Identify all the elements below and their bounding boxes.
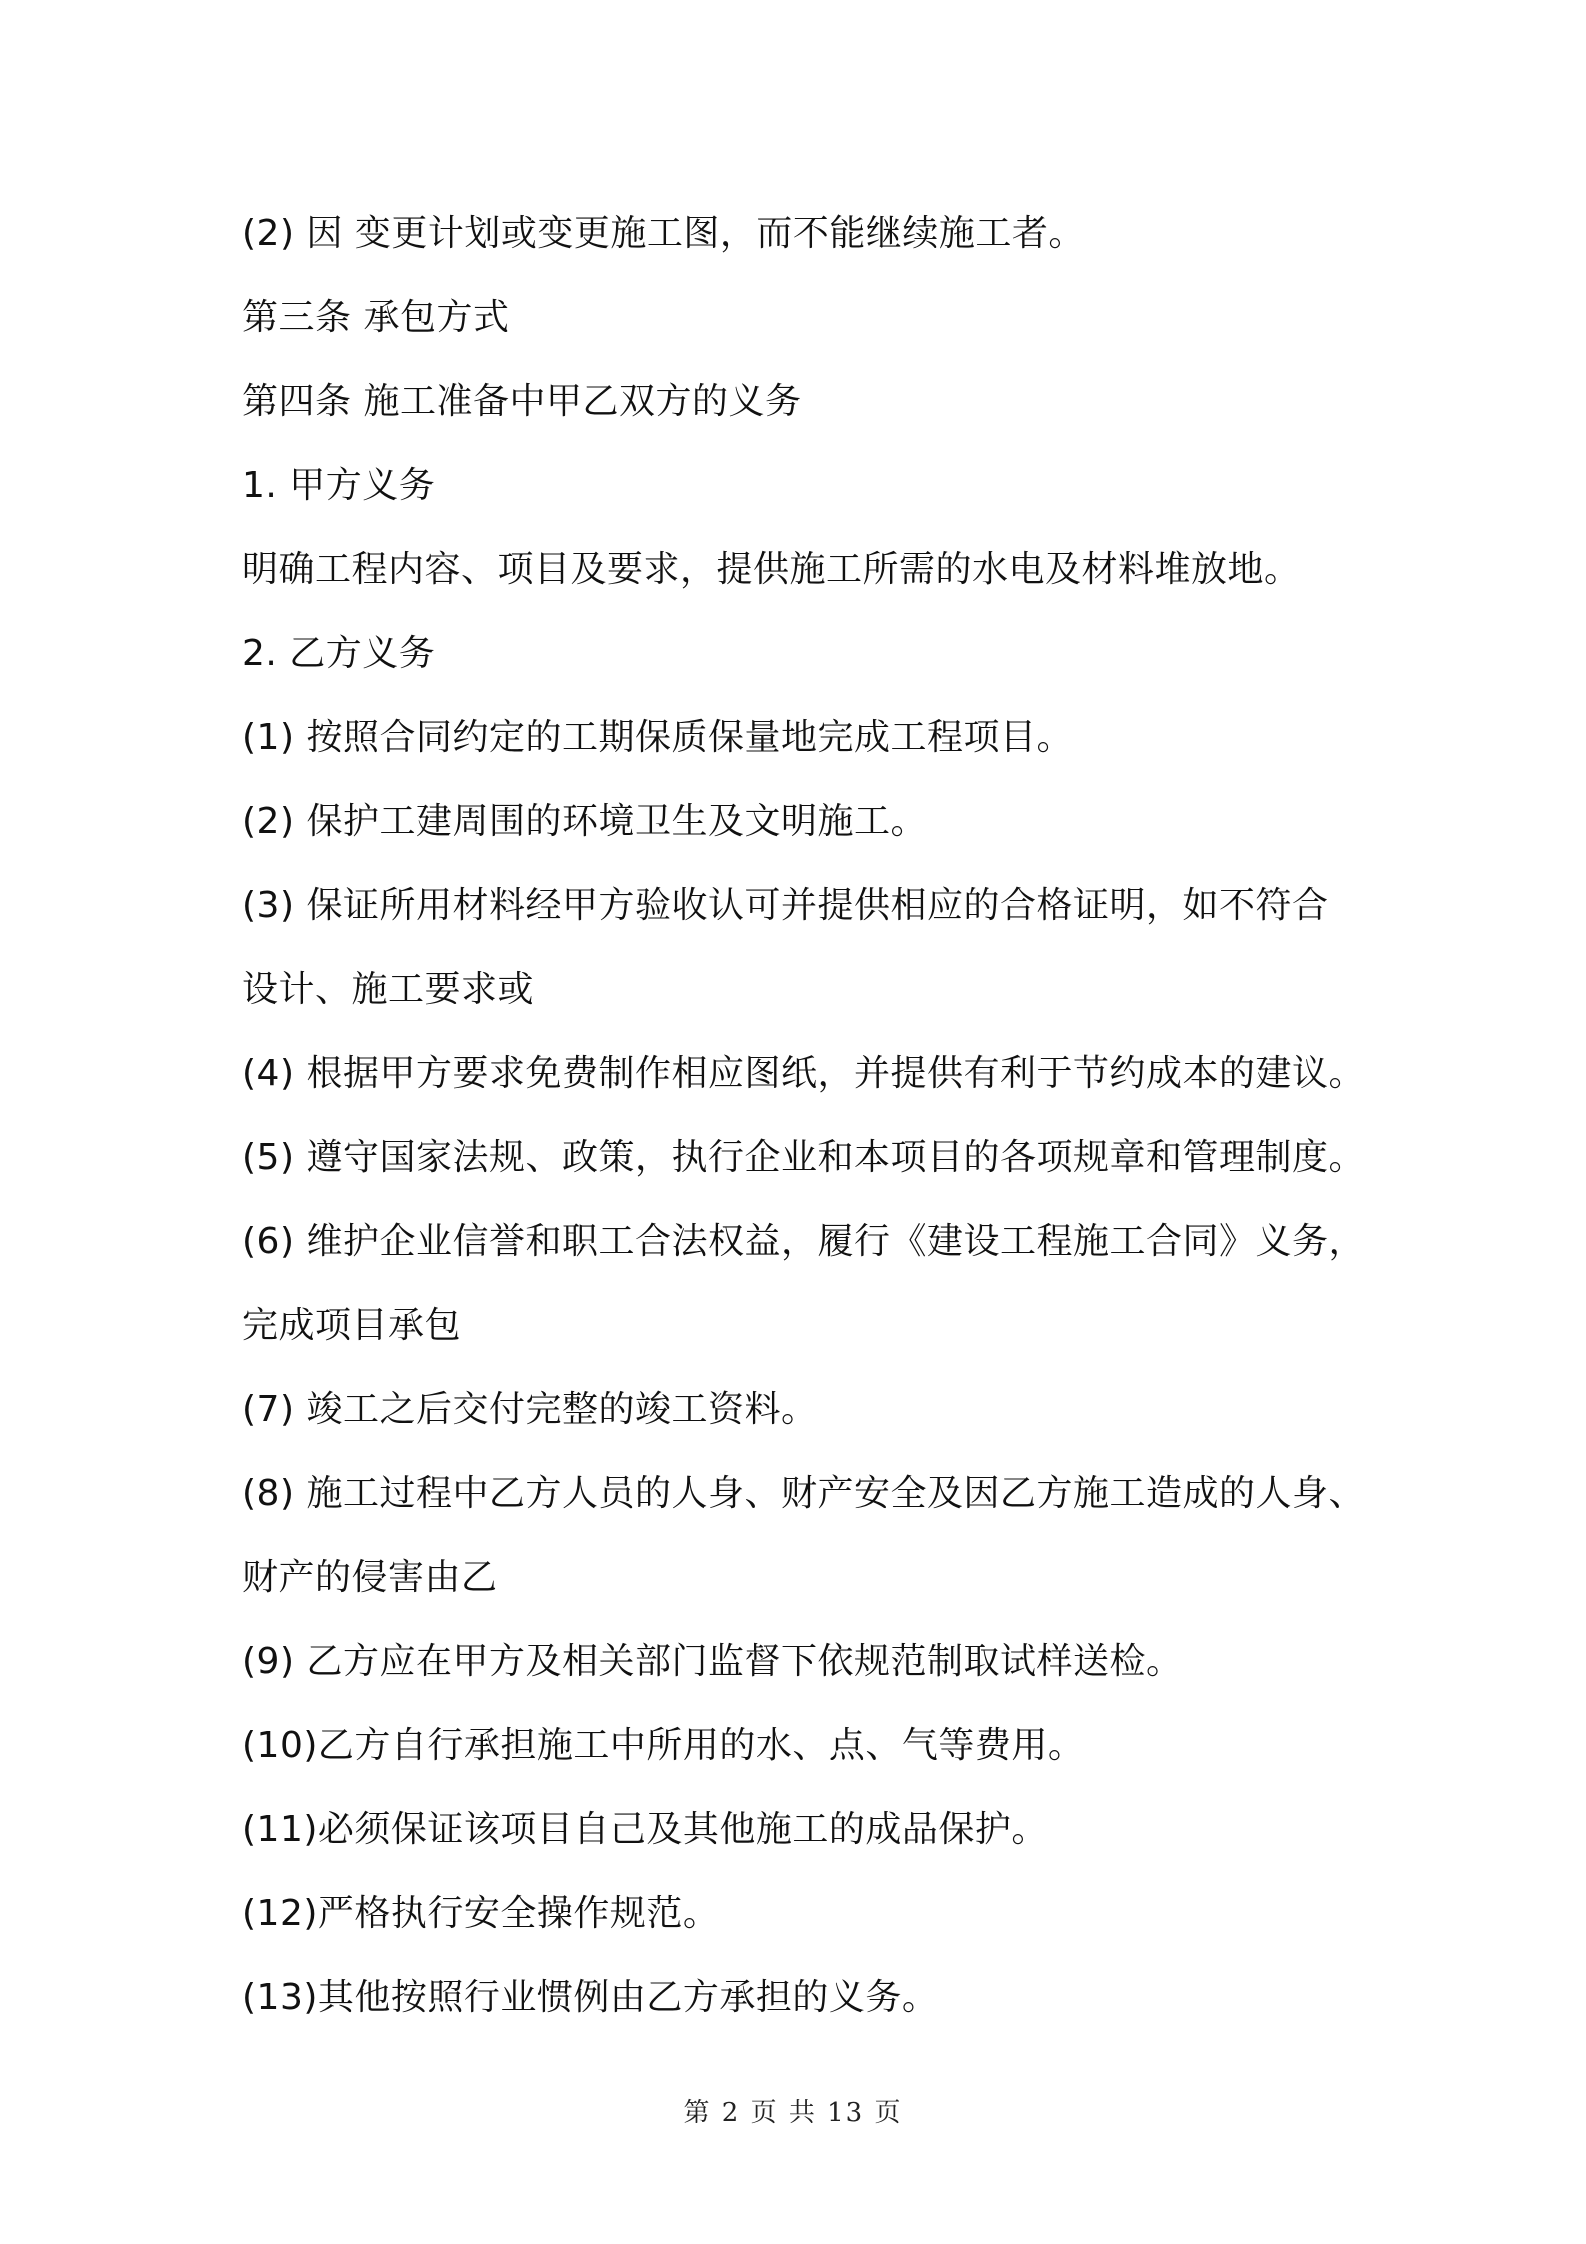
list-item: (2) 保护工建周围的环境卫生及文明施工。 xyxy=(242,801,927,842)
list-item: (5) 遵守国家法规、政策，执行企业和本项目的各项规章和管理制度。 xyxy=(242,1137,1365,1178)
list-item-continuation: 完成项目承包 xyxy=(242,1305,462,1346)
page-number-footer: 第 2 页 共 13 页 xyxy=(683,2098,903,2128)
text-line: (2) 因 变更计划或变更施工图，而不能继续施工者。 xyxy=(242,213,1085,254)
list-item: (7) 竣工之后交付完整的竣工资料。 xyxy=(242,1389,818,1430)
text-line: 明确工程内容、项目及要求，提供施工所需的水电及材料堆放地。 xyxy=(242,549,1301,590)
list-item: (4) 根据甲方要求免费制作相应图纸，并提供有利于节约成本的建议。 xyxy=(242,1053,1365,1094)
document-body xyxy=(242,192,1392,2040)
list-item: (10)乙方自行承担施工中所用的水、点、气等费用。 xyxy=(242,1725,1085,1766)
subsection-heading: 1. 甲方义务 xyxy=(242,465,436,506)
section-heading: 第三条 承包方式 xyxy=(242,297,510,338)
list-item: (6) 维护企业信誉和职工合法权益，履行《建设工程施工合同》义务， xyxy=(242,1221,1365,1262)
list-item: (1) 按照合同约定的工期保质保量地完成工程项目。 xyxy=(242,717,1073,758)
list-item: (11)必须保证该项目自己及其他施工的成品保护。 xyxy=(242,1809,1048,1850)
list-item: (3) 保证所用材料经甲方验收认可并提供相应的合格证明，如不符合 xyxy=(242,885,1329,926)
list-item-continuation: 设计、施工要求或 xyxy=(242,969,535,1010)
list-item: (8) 施工过程中乙方人员的人身、财产安全及因乙方施工造成的人身、 xyxy=(242,1473,1365,1514)
list-item: (12)严格执行安全操作规范。 xyxy=(242,1893,720,1934)
list-item: (9) 乙方应在甲方及相关部门监督下依规范制取试样送检。 xyxy=(242,1641,1183,1682)
subsection-heading: 2. 乙方义务 xyxy=(242,633,436,674)
list-item: (13)其他按照行业惯例由乙方承担的义务。 xyxy=(242,1977,939,2018)
list-item-continuation: 财产的侵害由乙 xyxy=(242,1557,498,1598)
section-heading: 第四条 施工准备中甲乙双方的义务 xyxy=(242,381,802,422)
